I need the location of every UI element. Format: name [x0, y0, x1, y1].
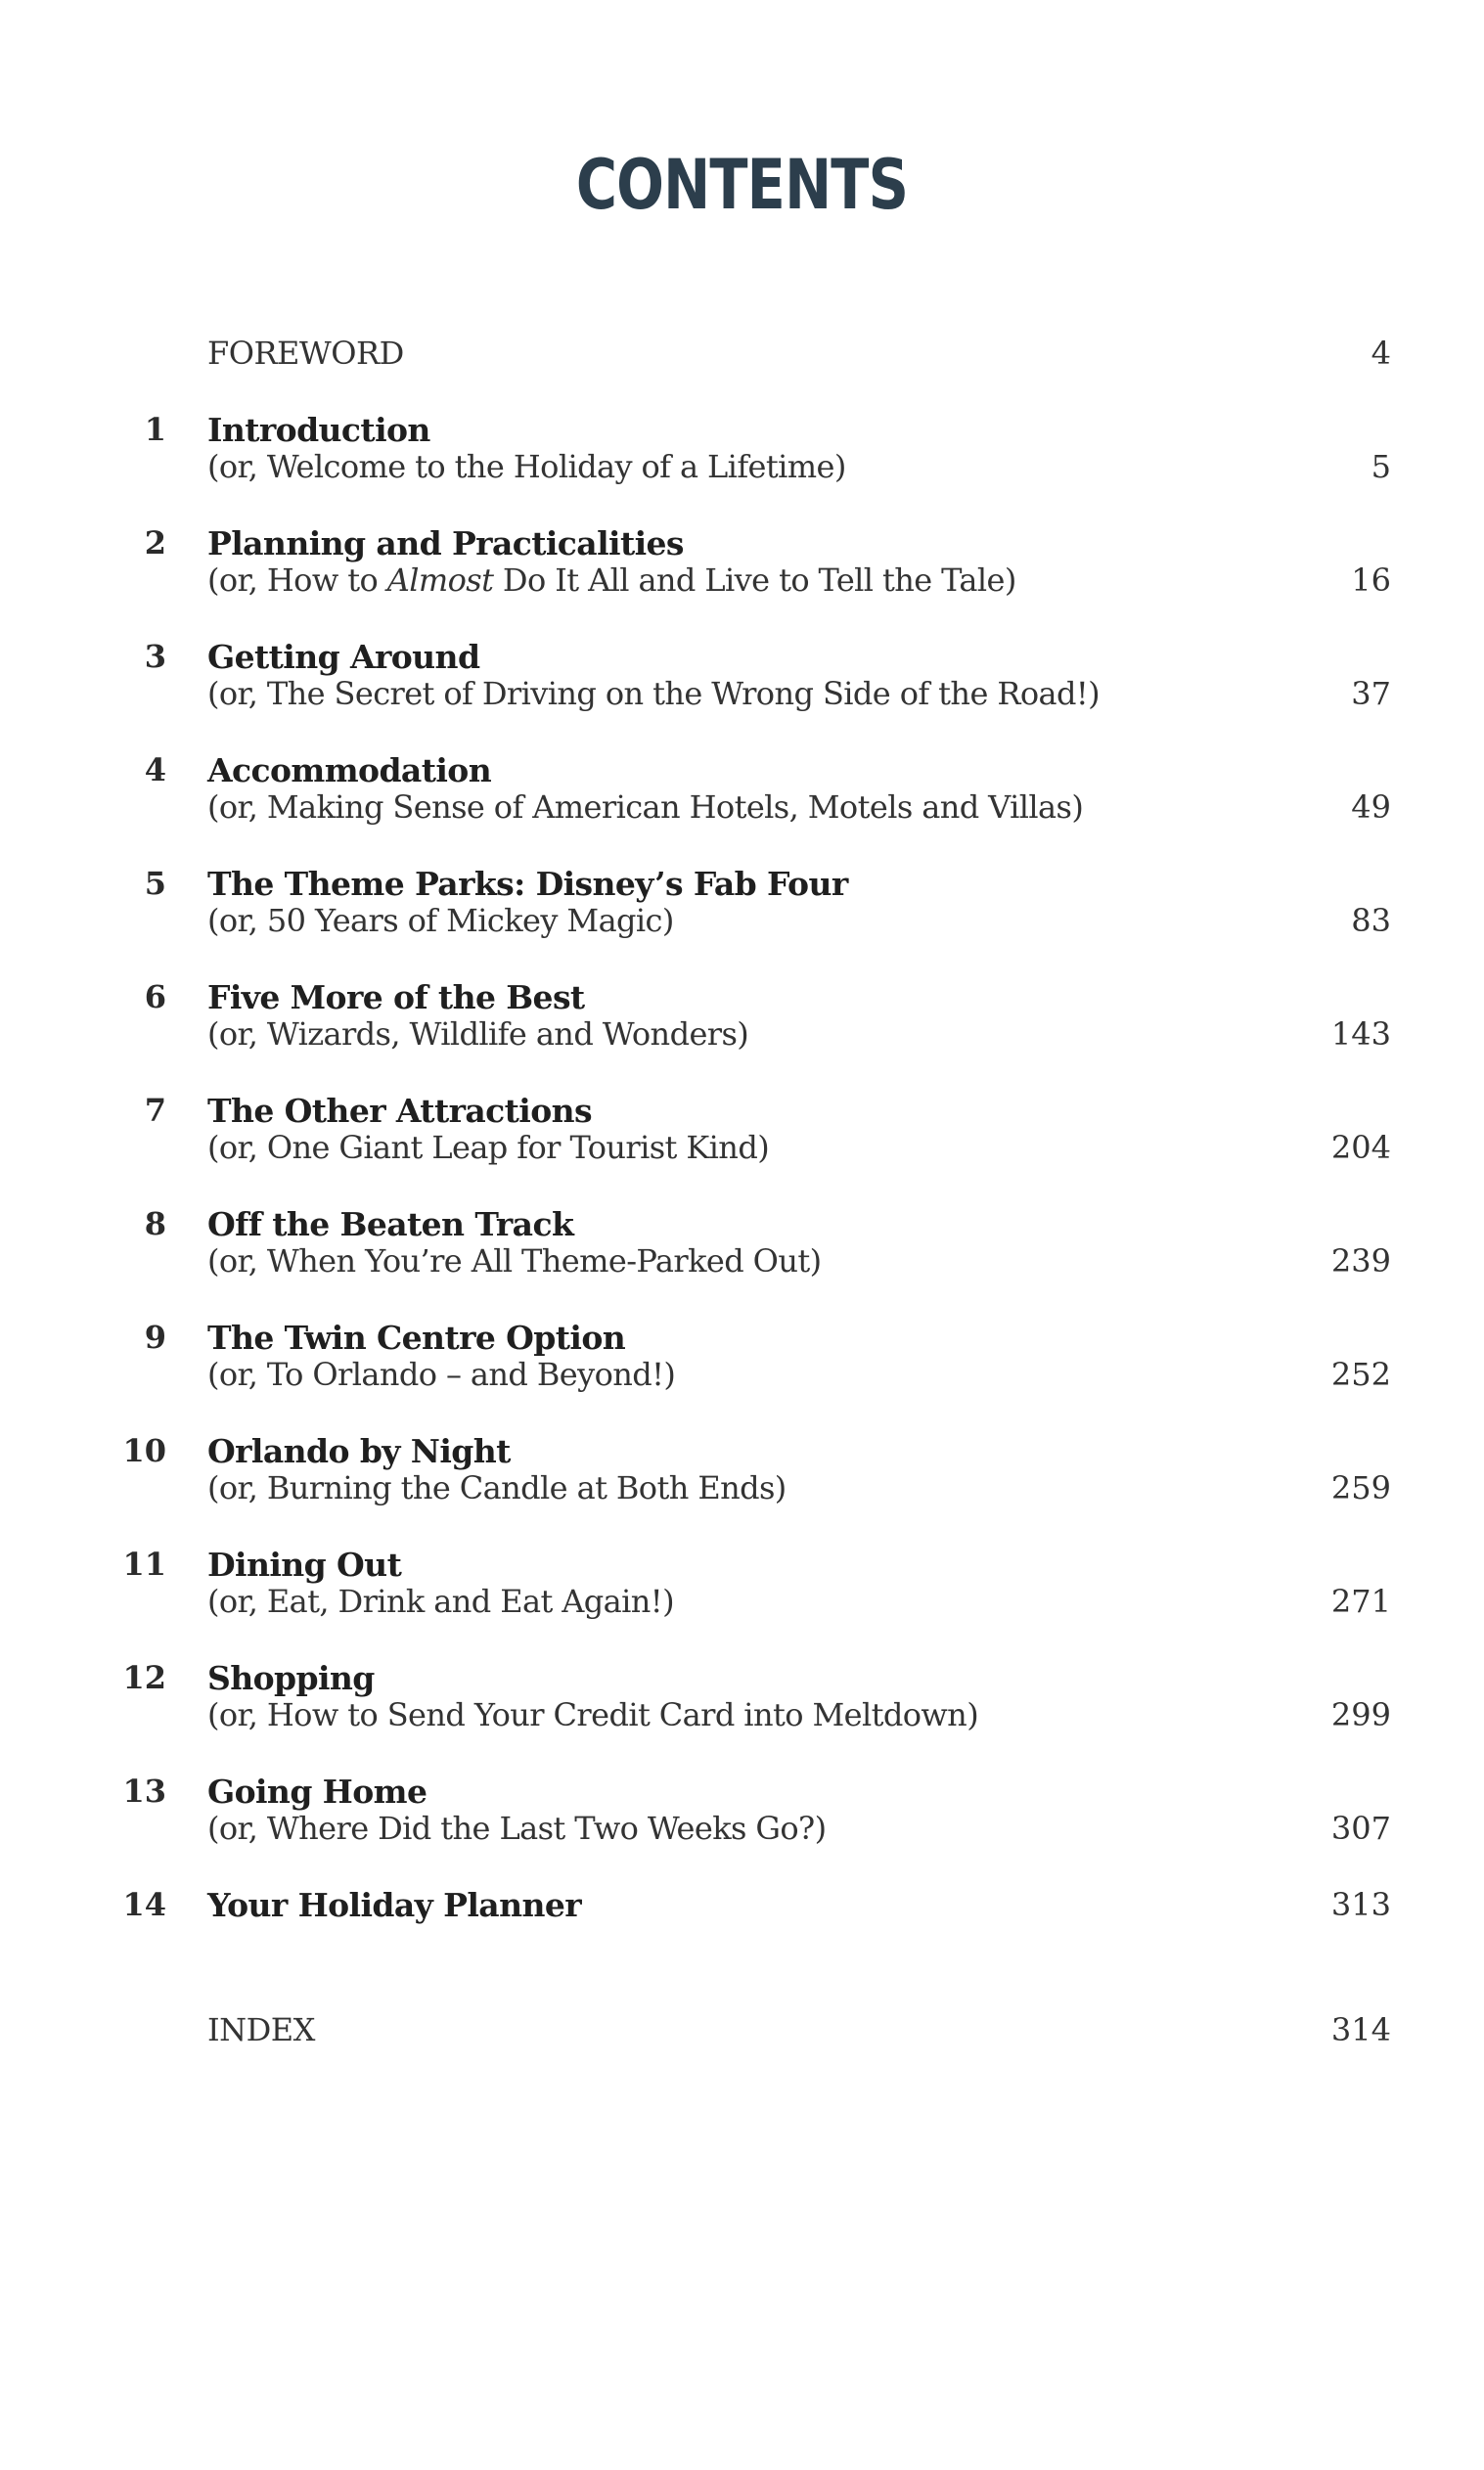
chapter-title: Five More of the Best [207, 978, 585, 1016]
chapter-number: 10 [122, 1432, 166, 1469]
chapter-subtitle: (or, Eat, Drink and Eat Again!) [207, 1583, 674, 1620]
chapter-title: Going Home [207, 1773, 427, 1811]
chapter-title: Getting Around [207, 638, 480, 676]
chapter-title: Shopping [207, 1659, 375, 1697]
chapter-number: 9 [144, 1319, 166, 1356]
chapter-subtitle: (or, Where Did the Last Two Weeks Go?) [207, 1810, 827, 1847]
chapter-page-number: 5 [1371, 448, 1391, 485]
chapter-subtitle: (or, One Giant Leap for Tourist Kind) [207, 1129, 770, 1166]
chapter-title: Dining Out [207, 1546, 402, 1584]
chapter-number: 3 [144, 638, 166, 675]
chapter-title: Off the Beaten Track [207, 1205, 574, 1243]
chapter-page-number: 252 [1330, 1356, 1391, 1393]
chapter-title: Orlando by Night [207, 1432, 511, 1470]
chapter-subtitle: (or, Wizards, Wildlife and Wonders) [207, 1015, 749, 1053]
chapter-page-number: 299 [1330, 1696, 1391, 1733]
chapter-number: 8 [144, 1205, 166, 1242]
chapter-title: Accommodation [207, 751, 492, 789]
chapter-page-number: 49 [1351, 788, 1391, 826]
chapter-page-number: 239 [1330, 1242, 1391, 1280]
index-page-number: 314 [1330, 2011, 1391, 2048]
chapter-page-number: 259 [1330, 1469, 1391, 1506]
chapter-page-number: 16 [1351, 561, 1391, 599]
chapter-page-number: 271 [1330, 1583, 1391, 1620]
chapter-number: 7 [144, 1092, 166, 1129]
chapter-subtitle: (or, Welcome to the Holiday of a Lifetime) [207, 448, 846, 485]
chapter-subtitle: (or, To Orlando – and Beyond!) [207, 1356, 676, 1393]
foreword-label: FOREWORD [207, 335, 404, 372]
chapter-number: 11 [122, 1546, 166, 1583]
foreword-page-number: 4 [1371, 335, 1391, 372]
chapter-number: 5 [144, 865, 166, 902]
chapter-number: 4 [144, 751, 166, 788]
chapter-title: Introduction [207, 411, 430, 449]
subtitle-emphasis: Almost [386, 561, 494, 599]
chapter-subtitle: (or, When You’re All Theme-Parked Out) [207, 1242, 822, 1280]
chapter-subtitle: (or, Making Sense of American Hotels, Motels and Villas) [207, 788, 1084, 826]
chapter-page-number: 143 [1330, 1015, 1391, 1053]
chapter-number: 12 [122, 1659, 166, 1696]
index-label: INDEX [207, 2011, 315, 2048]
page-title: CONTENTS [575, 145, 909, 225]
chapter-title: The Other Attractions [207, 1092, 593, 1130]
chapter-subtitle: (or, Burning the Candle at Both Ends) [207, 1469, 787, 1506]
subtitle-part: Do It All and Live to Tell the Tale) [493, 561, 1016, 599]
chapter-title: The Twin Centre Option [207, 1319, 626, 1357]
chapter-page-number: 37 [1351, 675, 1391, 712]
chapter-number: 1 [144, 411, 166, 448]
chapter-title: Planning and Practicalities [207, 524, 684, 562]
chapter-number: 14 [122, 1886, 166, 1923]
chapter-title: The Theme Parks: Disney’s Fab Four [207, 865, 848, 903]
chapter-subtitle: (or, The Secret of Driving on the Wrong Side of the Road!) [207, 675, 1101, 712]
chapter-page-number: 204 [1330, 1129, 1391, 1166]
chapter-subtitle [207, 561, 1016, 599]
chapter-page-number: 313 [1330, 1886, 1391, 1923]
chapter-subtitle: (or, How to Send Your Credit Card into Meltdown) [207, 1696, 979, 1733]
subtitle-part: (or, How to [207, 561, 387, 599]
chapter-page-number: 307 [1330, 1810, 1391, 1847]
chapter-number: 13 [122, 1773, 166, 1810]
chapter-number: 6 [144, 978, 166, 1015]
chapter-page-number: 83 [1351, 902, 1391, 939]
chapter-number: 2 [144, 524, 166, 561]
chapter-title: Your Holiday Planner [207, 1886, 582, 1924]
chapter-subtitle: (or, 50 Years of Mickey Magic) [207, 902, 674, 939]
